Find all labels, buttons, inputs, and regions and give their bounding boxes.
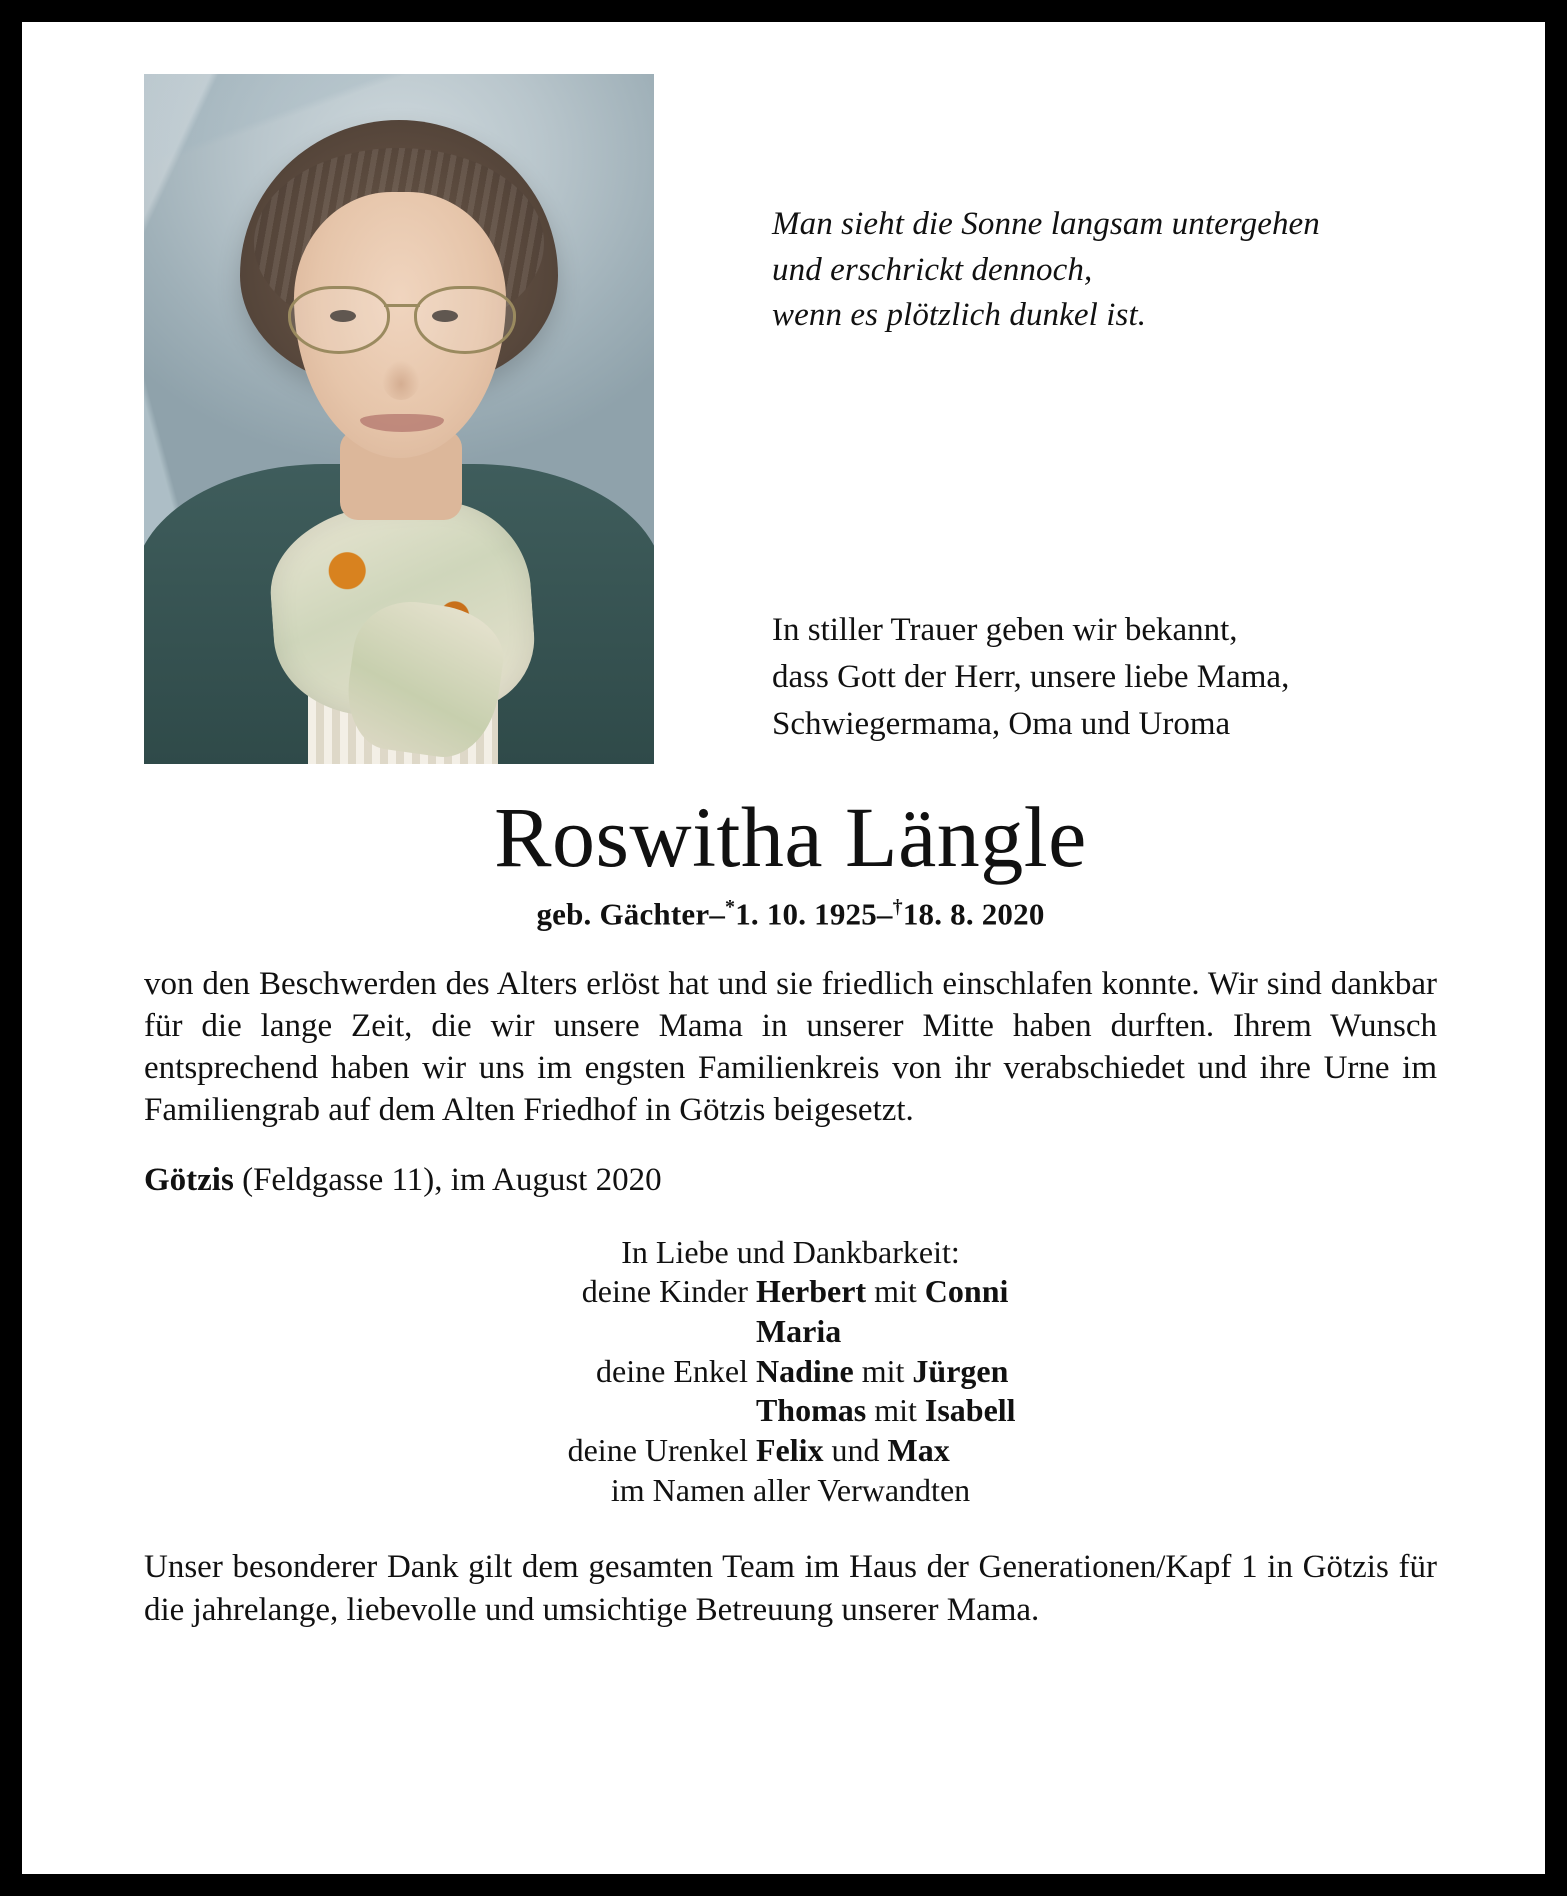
obituary-sheet bbox=[22, 22, 1545, 1874]
verse-line-1: Man sieht die Sonne langsam untergehen bbox=[772, 206, 1320, 242]
family-relation-label bbox=[144, 1391, 756, 1431]
family-rows bbox=[144, 1272, 1437, 1470]
maiden-name: geb. Gächter bbox=[536, 896, 710, 932]
family-relation-label: deine Enkel bbox=[596, 1352, 748, 1389]
family-relation-label: deine Kinder bbox=[581, 1273, 748, 1310]
photo-nose bbox=[382, 360, 420, 400]
portrait-photo bbox=[144, 74, 654, 764]
death-symbol: † bbox=[892, 896, 903, 919]
family-block bbox=[144, 1233, 1437, 1511]
family-row bbox=[144, 1352, 1437, 1392]
family-footer: im Namen aller Verwandten bbox=[610, 1471, 971, 1508]
family-row bbox=[144, 1272, 1437, 1312]
place-name: Götzis bbox=[144, 1161, 234, 1198]
birth-symbol: * bbox=[725, 896, 736, 919]
family-member-names: Herbert mit Conni bbox=[755, 1273, 1009, 1310]
family-member-names: Thomas mit Isabell bbox=[755, 1392, 1016, 1429]
family-row bbox=[144, 1431, 1437, 1471]
dash-1: – bbox=[709, 896, 726, 932]
photo-lens-left bbox=[288, 286, 390, 354]
announcement-text bbox=[772, 607, 1437, 764]
photo-lens-right bbox=[414, 286, 516, 354]
deceased-name: Roswitha Längle bbox=[494, 789, 1087, 885]
announcement-line-1: In stiller Trauer geben wir bekannt, bbox=[772, 612, 1238, 649]
family-member-names: Maria bbox=[755, 1312, 842, 1349]
place-detail: (Feldgasse 11), im August 2020 bbox=[233, 1161, 662, 1198]
family-row bbox=[144, 1391, 1437, 1431]
family-row bbox=[144, 1312, 1437, 1352]
place-and-date bbox=[144, 1162, 1437, 1199]
death-date: 18. 8. 2020 bbox=[902, 896, 1045, 932]
header-section bbox=[144, 74, 1437, 764]
family-heading: In Liebe und Dankbarkeit: bbox=[621, 1233, 960, 1270]
main-paragraph: von den Beschwerden des Alters erlöst hat und sie friedlich einschlafen konnte. Wir sind dankbar für die lange Zeit, die wir unsere Mama in unserer Mitte haben durften. Ihrem Wunsch entsprechend haben wir uns im engsten Familienkreis von ihr verabschiedet und ihre Urne im Familiengrab auf dem Alten Friedhof in Götzis beigesetzt. bbox=[144, 965, 1437, 1129]
family-relation-label: deine Urenkel bbox=[567, 1431, 748, 1468]
family-relation-label bbox=[144, 1312, 756, 1352]
family-member-names: Nadine mit Jürgen bbox=[755, 1352, 1009, 1389]
birth-date: 1. 10. 1925 bbox=[735, 896, 877, 932]
verse-line-3: wenn es plötzlich dunkel ist. bbox=[772, 297, 1147, 334]
header-text-column bbox=[654, 74, 1437, 764]
announcement-line-2: dass Gott der Herr, unsere liebe Mama, bbox=[772, 659, 1290, 696]
family-member-names: Felix und Max bbox=[755, 1431, 950, 1468]
birth-death-line bbox=[144, 896, 1437, 932]
memorial-verse bbox=[772, 202, 1437, 339]
dash-2: – bbox=[876, 896, 893, 932]
thanks-paragraph: Unser besonderer Dank gilt dem gesamten Team im Haus der Generationen/Kapf 1 in Götzis für die jahrelange, liebevolle und umsichtige Betreuung unserer Mama. bbox=[144, 1549, 1437, 1628]
announcement-line-3: Schwiegermama, Oma und Uroma bbox=[772, 706, 1231, 743]
photo-glasses bbox=[284, 286, 520, 352]
verse-line-2: und erschrickt dennoch, bbox=[772, 251, 1093, 288]
